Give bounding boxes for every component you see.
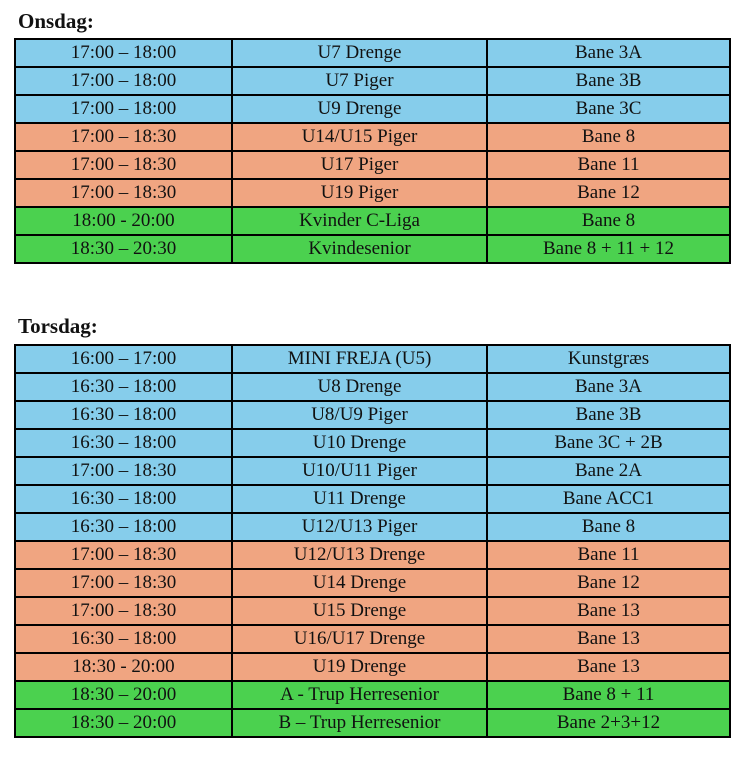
schedule-table-onsdag: [14, 38, 731, 264]
team-cell: U19 Drenge: [232, 653, 487, 681]
time-cell: 18:00 - 20:00: [15, 207, 232, 235]
field-cell: Bane 12: [487, 179, 730, 207]
time-cell: 16:30 – 18:00: [15, 429, 232, 457]
team-cell: U14/U15 Piger: [232, 123, 487, 151]
table-row: [15, 457, 730, 485]
field-cell: Bane 8: [487, 513, 730, 541]
table-row: [15, 39, 730, 67]
time-cell: 18:30 – 20:00: [15, 709, 232, 737]
team-cell: U8 Drenge: [232, 373, 487, 401]
team-cell: U8/U9 Piger: [232, 401, 487, 429]
time-cell: 16:30 – 18:00: [15, 401, 232, 429]
field-cell: Bane 13: [487, 597, 730, 625]
table-row: [15, 401, 730, 429]
team-cell: U12/U13 Piger: [232, 513, 487, 541]
team-cell: U10/U11 Piger: [232, 457, 487, 485]
table-row: [15, 541, 730, 569]
field-cell: Bane 8 + 11: [487, 681, 730, 709]
time-cell: 17:00 – 18:30: [15, 151, 232, 179]
table-row: [15, 179, 730, 207]
field-cell: Bane 13: [487, 625, 730, 653]
time-cell: 18:30 – 20:30: [15, 235, 232, 263]
time-cell: 17:00 – 18:00: [15, 95, 232, 123]
field-cell: Bane 8: [487, 123, 730, 151]
team-cell: U11 Drenge: [232, 485, 487, 513]
field-cell: Bane 3A: [487, 39, 730, 67]
time-cell: 16:30 – 18:00: [15, 485, 232, 513]
time-cell: 17:00 – 18:30: [15, 569, 232, 597]
table-row: [15, 151, 730, 179]
field-cell: Bane 13: [487, 653, 730, 681]
table-row: [15, 597, 730, 625]
time-cell: 18:30 – 20:00: [15, 681, 232, 709]
table-row: [15, 235, 730, 263]
time-cell: 17:00 – 18:30: [15, 597, 232, 625]
team-cell: U16/U17 Drenge: [232, 625, 487, 653]
table-row: [15, 485, 730, 513]
table-row: [15, 653, 730, 681]
time-cell: 16:30 – 18:00: [15, 513, 232, 541]
team-cell: Kvinder C-Liga: [232, 207, 487, 235]
field-cell: Bane 3A: [487, 373, 730, 401]
time-cell: 17:00 – 18:30: [15, 457, 232, 485]
time-cell: 17:00 – 18:30: [15, 179, 232, 207]
day-heading-onsdag: Onsdag:: [18, 9, 94, 33]
table-row: [15, 513, 730, 541]
table-row: [15, 95, 730, 123]
table-row: [15, 345, 730, 373]
schedule-table-torsdag: [14, 344, 731, 738]
field-cell: Bane 11: [487, 541, 730, 569]
table-row: [15, 207, 730, 235]
team-cell: U12/U13 Drenge: [232, 541, 487, 569]
table-row: [15, 123, 730, 151]
team-cell: MINI FREJA (U5): [232, 345, 487, 373]
field-cell: Bane 2+3+12: [487, 709, 730, 737]
team-cell: A - Trup Herresenior: [232, 681, 487, 709]
team-cell: U7 Drenge: [232, 39, 487, 67]
table-row: [15, 709, 730, 737]
day-heading-torsdag: Torsdag:: [18, 314, 98, 338]
table-row: [15, 429, 730, 457]
field-cell: Bane 11: [487, 151, 730, 179]
field-cell: Kunstgræs: [487, 345, 730, 373]
time-cell: 17:00 – 18:00: [15, 67, 232, 95]
team-cell: U10 Drenge: [232, 429, 487, 457]
table-row: [15, 569, 730, 597]
field-cell: Bane 3C + 2B: [487, 429, 730, 457]
team-cell: Kvindesenior: [232, 235, 487, 263]
team-cell: U9 Drenge: [232, 95, 487, 123]
time-cell: 17:00 – 18:30: [15, 123, 232, 151]
field-cell: Bane 3B: [487, 67, 730, 95]
field-cell: Bane ACC1: [487, 485, 730, 513]
field-cell: Bane 8: [487, 207, 730, 235]
team-cell: U14 Drenge: [232, 569, 487, 597]
team-cell: U17 Piger: [232, 151, 487, 179]
field-cell: Bane 3B: [487, 401, 730, 429]
time-cell: 17:00 – 18:30: [15, 541, 232, 569]
field-cell: Bane 12: [487, 569, 730, 597]
time-cell: 16:00 – 17:00: [15, 345, 232, 373]
field-cell: Bane 2A: [487, 457, 730, 485]
team-cell: B – Trup Herresenior: [232, 709, 487, 737]
time-cell: 18:30 - 20:00: [15, 653, 232, 681]
time-cell: 16:30 – 18:00: [15, 625, 232, 653]
field-cell: Bane 3C: [487, 95, 730, 123]
table-row: [15, 625, 730, 653]
time-cell: 16:30 – 18:00: [15, 373, 232, 401]
table-row: [15, 67, 730, 95]
time-cell: 17:00 – 18:00: [15, 39, 232, 67]
table-row: [15, 681, 730, 709]
field-cell: Bane 8 + 11 + 12: [487, 235, 730, 263]
table-row: [15, 373, 730, 401]
team-cell: U7 Piger: [232, 67, 487, 95]
team-cell: U19 Piger: [232, 179, 487, 207]
team-cell: U15 Drenge: [232, 597, 487, 625]
